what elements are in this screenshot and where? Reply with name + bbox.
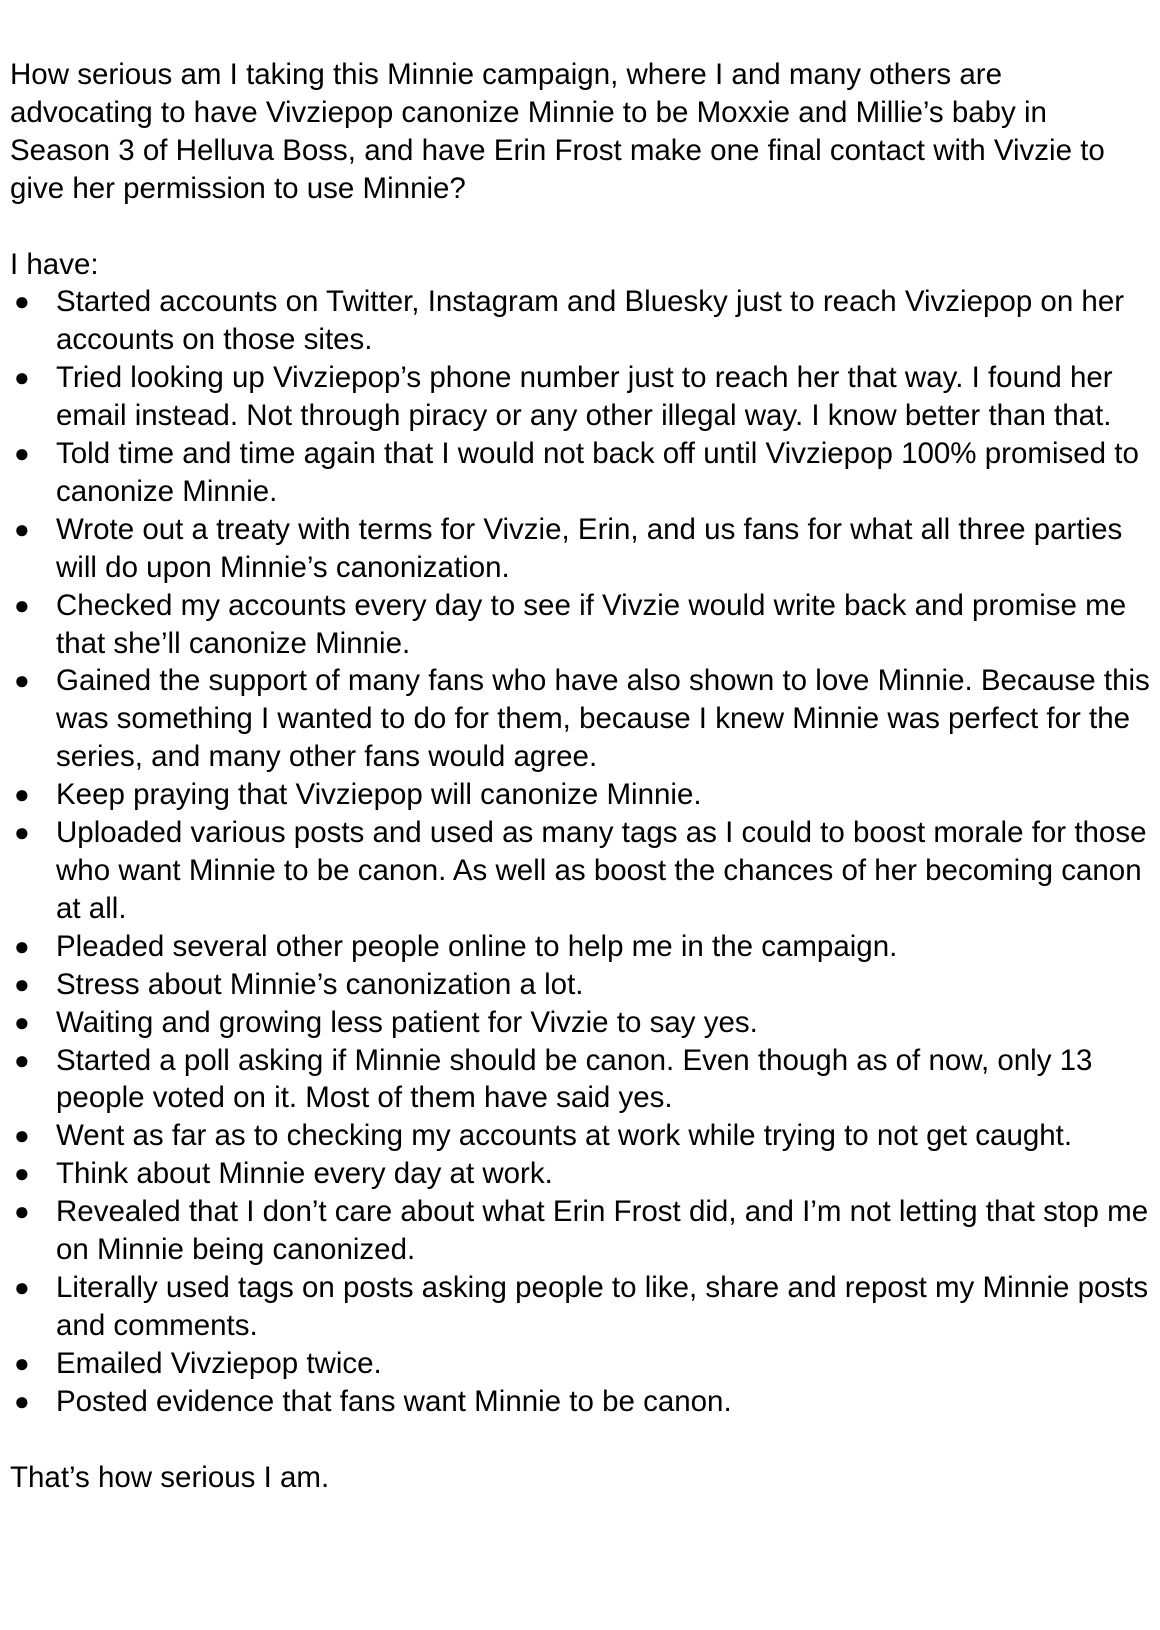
list-item bbox=[10, 1345, 1160, 1383]
bullet-dot: ● bbox=[14, 286, 30, 317]
list-item bbox=[10, 1117, 1160, 1155]
list-item bbox=[10, 1193, 1160, 1269]
list-item-text: Keep praying that Vivziepop will canonize Minnie. bbox=[56, 778, 702, 812]
bullet-dot: ● bbox=[14, 817, 30, 848]
list-item-text: Wrote out a treaty with terms for Vivzie, Erin, and us fans for what all three parties will do upon Minnie’s canonization. bbox=[56, 512, 1123, 584]
bullet-dot: ● bbox=[14, 1196, 30, 1227]
bullet-dot: ● bbox=[14, 362, 30, 393]
list-item-text: Gained the support of many fans who have also shown to love Minnie. Because this was something I wanted to do for them, because I knew Minnie was perfect for the series, and many other fans would agree. bbox=[56, 664, 1150, 774]
bullet-dot: ● bbox=[14, 513, 30, 544]
list-item-text: Stress about Minnie’s canonization a lot. bbox=[56, 967, 584, 1001]
list-item-text: Revealed that I don’t care about what Erin Frost did, and I’m not letting that stop me on Minnie being canonized. bbox=[56, 1195, 1149, 1267]
bullet-dot: ● bbox=[14, 1044, 30, 1075]
bullet-dot: ● bbox=[14, 1271, 30, 1302]
list-item-text: Went as far as to checking my accounts at work while trying to not get caught. bbox=[56, 1119, 1073, 1153]
list-item-text: Uploaded various posts and used as many tags as I could to boost morale for those who want Minnie to be canon. As well as boost the chances of her becoming canon at all. bbox=[56, 816, 1147, 925]
list-item-text: Tried looking up Vivziepop’s phone number just to reach her that way. I found her email instead. Not through piracy or any other illegal way. I know better than that. bbox=[56, 361, 1113, 433]
list-item bbox=[10, 928, 1160, 966]
list-item-text: Told time and time again that I would not back off until Vivziepop 100% promised to canonize Minnie. bbox=[56, 437, 1139, 508]
list-item bbox=[10, 435, 1160, 511]
list-item bbox=[10, 1004, 1160, 1042]
list-item-text: Emailed Vivziepop twice. bbox=[56, 1346, 382, 1380]
bullet-dot: ● bbox=[14, 1385, 30, 1416]
paragraph-spacer bbox=[10, 208, 1150, 246]
bullet-dot: ● bbox=[14, 1158, 30, 1189]
bullet-dot: ● bbox=[14, 1120, 30, 1151]
bullet-dot: ● bbox=[14, 665, 30, 696]
list-item bbox=[10, 662, 1160, 776]
bullet-dot: ● bbox=[14, 589, 30, 620]
list-item-text: Started a poll asking if Minnie should be canon. Even though as of now, only 13 people voted on it. Most of them have said yes. bbox=[56, 1043, 1093, 1115]
bullet-dot: ● bbox=[14, 1347, 30, 1378]
list-item-text: Started accounts on Twitter, Instagram and Bluesky just to reach Vivziepop on her accounts on those sites. bbox=[56, 285, 1125, 357]
list-item bbox=[10, 966, 1160, 1004]
list-item bbox=[10, 283, 1160, 359]
list-item-text: Waiting and growing less patient for Vivzie to say yes. bbox=[56, 1005, 758, 1039]
list-item bbox=[10, 776, 1160, 814]
list-item bbox=[10, 814, 1160, 928]
list-item bbox=[10, 1155, 1160, 1193]
paragraph-spacer bbox=[10, 1421, 1150, 1459]
list-item bbox=[10, 587, 1160, 663]
list-item-text: Posted evidence that fans want Minnie to be canon. bbox=[56, 1384, 732, 1418]
bullet-dot: ● bbox=[14, 438, 30, 469]
bullet-list bbox=[10, 283, 1150, 1420]
list-item bbox=[10, 1269, 1160, 1345]
intro-paragraph: How serious am I taking this Minnie campaign, where I and many others are advocating to have Vivziepop canonize Minnie to be Moxxie and Millie’s baby in Season 3 of Helluva Boss, and have Erin Frost make one final contact with Vivzie to give her permission to use Minnie? bbox=[10, 58, 1105, 205]
list-item bbox=[10, 1042, 1160, 1118]
list-item bbox=[10, 511, 1160, 587]
list-item-text: Literally used tags on posts asking people to like, share and repost my Minnie posts and comments. bbox=[56, 1270, 1149, 1342]
list-item bbox=[10, 1383, 1160, 1421]
bullet-dot: ● bbox=[14, 779, 30, 810]
bullet-dot: ● bbox=[14, 968, 30, 999]
list-item-text: Checked my accounts every day to see if Vivzie would write back and promise me that she’ll canonize Minnie. bbox=[56, 588, 1127, 660]
list-lead-in: I have: bbox=[10, 247, 99, 281]
bullet-dot: ● bbox=[14, 930, 30, 961]
list-item bbox=[10, 359, 1160, 435]
bullet-dot: ● bbox=[14, 1006, 30, 1037]
list-item-text: Pleaded several other people online to help me in the campaign. bbox=[56, 929, 898, 963]
document-page bbox=[10, 56, 1150, 1496]
closing-line: That’s how serious I am. bbox=[10, 1460, 330, 1494]
list-item-text: Think about Minnie every day at work. bbox=[56, 1157, 553, 1191]
